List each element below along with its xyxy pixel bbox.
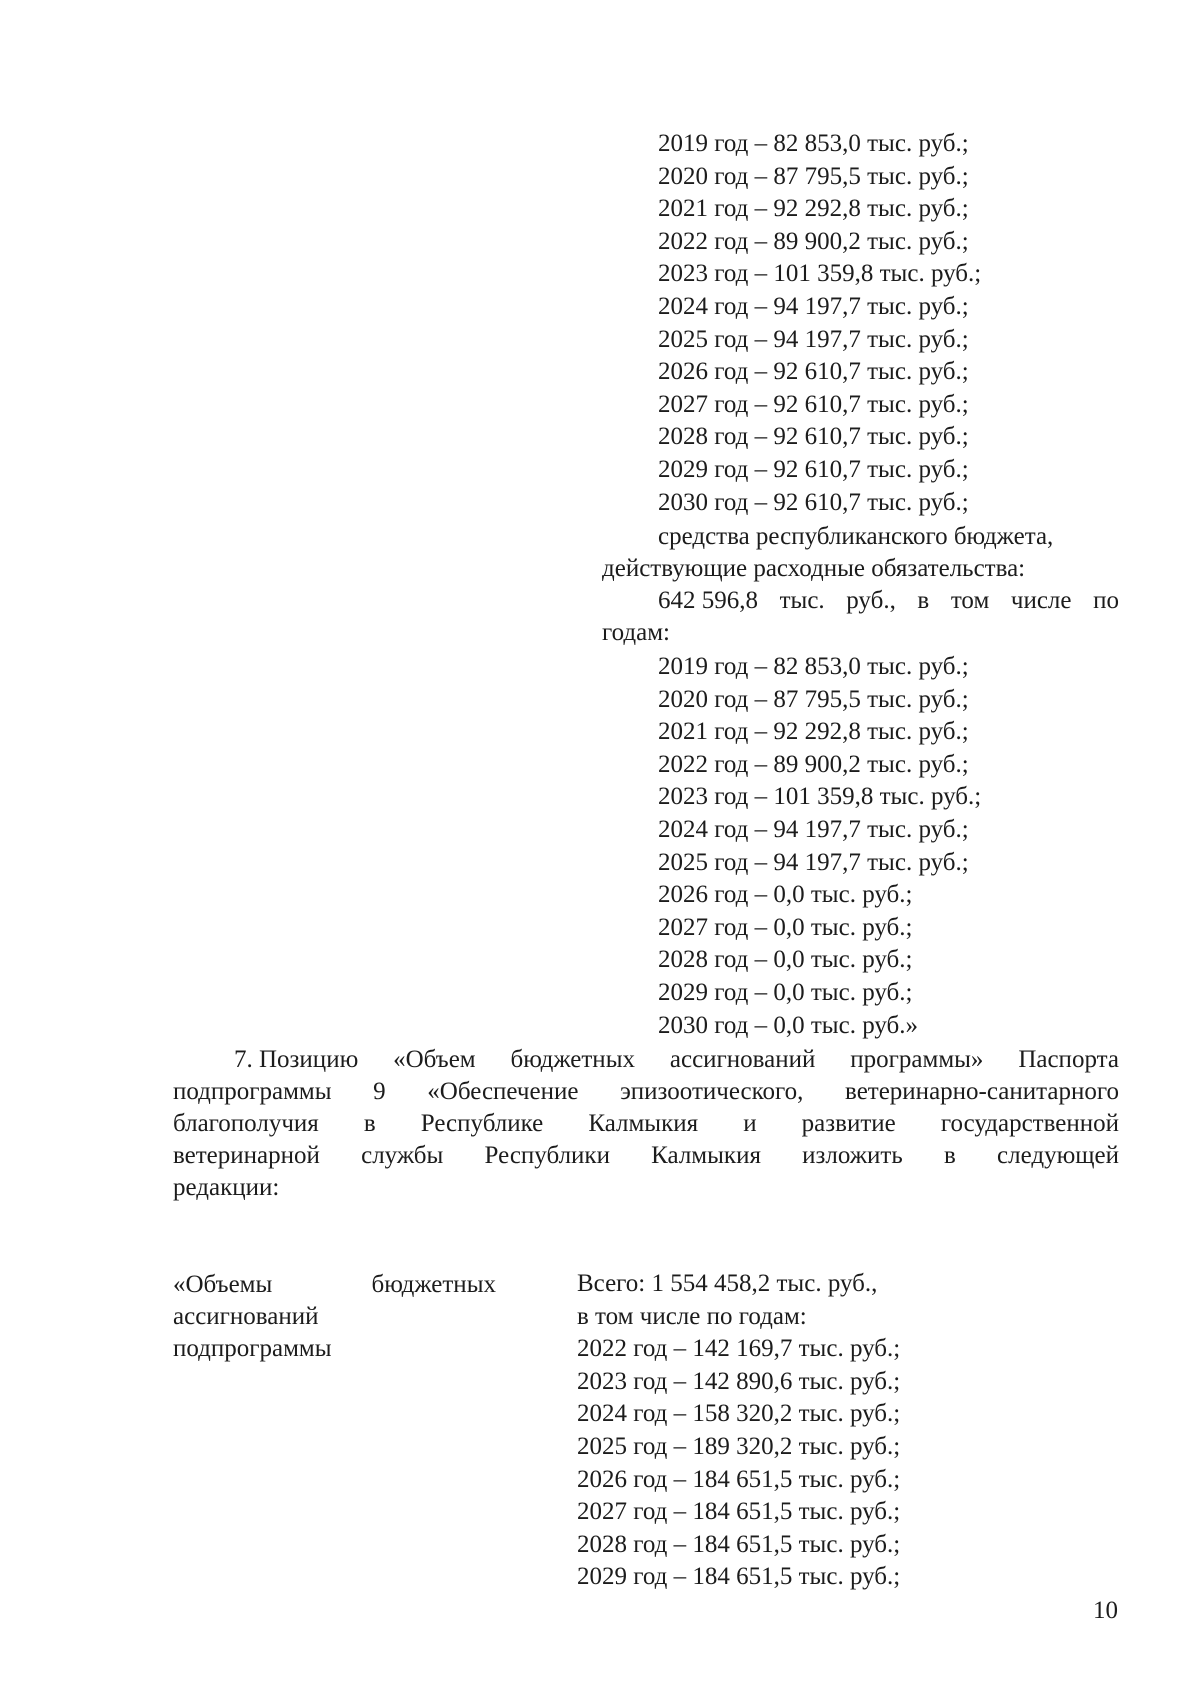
page-number: 10 — [1093, 1597, 1118, 1624]
list-item: 2021 год – 92 292,8 тыс. руб.; — [658, 718, 969, 746]
list-item: 2024 год – 94 197,7 тыс. руб.; — [658, 292, 969, 320]
funding-by-year-list-total — [658, 128, 981, 519]
list-item: 2025 год – 94 197,7 тыс. руб.; — [658, 325, 969, 353]
list-item: 2023 год – 142 890,6 тыс. руб.; — [577, 1367, 901, 1395]
list-item: 2028 год – 92 610,7 тыс. руб.; — [658, 423, 969, 451]
list-item: 2019 год – 82 853,0 тыс. руб.; — [658, 130, 969, 157]
list-item: 2021 год – 92 292,8 тыс. руб.; — [658, 195, 969, 223]
list-item: 2030 год – 92 610,7 тыс. руб.; — [658, 488, 969, 516]
paragraph-7-line: 7. Позицию «Объем бюджетных ассигнований программы» Паспорта — [234, 1046, 1119, 1073]
list-item: 2025 год – 189 320,2 тыс. руб.; — [577, 1432, 901, 1460]
republican-budget-total: 642 596,8 тыс. руб., в том числе по — [658, 587, 1119, 614]
list-item: Всего: 1 554 458,2 тыс. руб., — [577, 1270, 878, 1297]
list-item: 2027 год – 0,0 тыс. руб.; — [658, 913, 913, 941]
paragraph-7-line: благополучия в Республике Калмыкия и развитие государственной — [173, 1110, 1119, 1137]
list-item: 2028 год – 0,0 тыс. руб.; — [658, 946, 913, 974]
list-item: 2027 год – 184 651,5 тыс. руб.; — [577, 1498, 901, 1526]
list-item: 2025 год – 94 197,7 тыс. руб.; — [658, 848, 969, 876]
republican-budget-label-cont: действующие расходные обязательства: — [602, 555, 1026, 582]
list-item: 2023 год – 101 359,8 тыс. руб.; — [658, 783, 982, 811]
list-item: 2022 год – 89 900,2 тыс. руб.; — [658, 750, 969, 778]
list-item: 2029 год – 184 651,5 тыс. руб.; — [577, 1563, 901, 1591]
paragraph-7-line: ветеринарной службы Республики Калмыкия изложить в следующей — [173, 1142, 1119, 1169]
table-left-line: «Объемы бюджетных — [173, 1271, 496, 1298]
list-item: 2022 год – 89 900,2 тыс. руб.; — [658, 227, 969, 255]
list-item: 2023 год – 101 359,8 тыс. руб.; — [658, 260, 982, 288]
list-item: в том числе по годам: — [577, 1302, 807, 1330]
paragraph-7-line: редакции: — [173, 1174, 280, 1201]
table-left-line: ассигнований — [173, 1303, 319, 1330]
list-item: 2024 год – 158 320,2 тыс. руб.; — [577, 1400, 901, 1428]
list-item: 2027 год – 92 610,7 тыс. руб.; — [658, 390, 969, 418]
list-item: 2024 год – 94 197,7 тыс. руб.; — [658, 815, 969, 843]
list-item: 2026 год – 0,0 тыс. руб.; — [658, 881, 913, 909]
table-left-line: подпрограммы — [173, 1335, 332, 1362]
republican-budget-label: средства республиканского бюджета, — [658, 523, 1054, 550]
list-item: 2029 год – 0,0 тыс. руб.; — [658, 978, 913, 1006]
list-item: 2020 год – 87 795,5 тыс. руб.; — [658, 685, 969, 713]
list-item: 2029 год – 92 610,7 тыс. руб.; — [658, 455, 969, 483]
paragraph-7-line: подпрограммы 9 «Обеспечение эпизоотического, ветеринарно-санитарного — [173, 1078, 1119, 1105]
list-item: 2019 год – 82 853,0 тыс. руб.; — [658, 653, 969, 680]
funding-by-year-list-republican — [658, 651, 981, 1042]
list-item: 2020 год – 87 795,5 тыс. руб.; — [658, 162, 969, 190]
list-item: 2026 год – 92 610,7 тыс. руб.; — [658, 358, 969, 386]
list-item: 2030 год – 0,0 тыс. руб.» — [658, 1011, 919, 1039]
list-item: 2022 год – 142 169,7 тыс. руб.; — [577, 1335, 901, 1363]
table-right-cell — [577, 1268, 900, 1594]
list-item: 2028 год – 184 651,5 тыс. руб.; — [577, 1530, 901, 1558]
republican-budget-total-tail: годам: — [602, 619, 670, 646]
list-item: 2026 год – 184 651,5 тыс. руб.; — [577, 1465, 901, 1493]
